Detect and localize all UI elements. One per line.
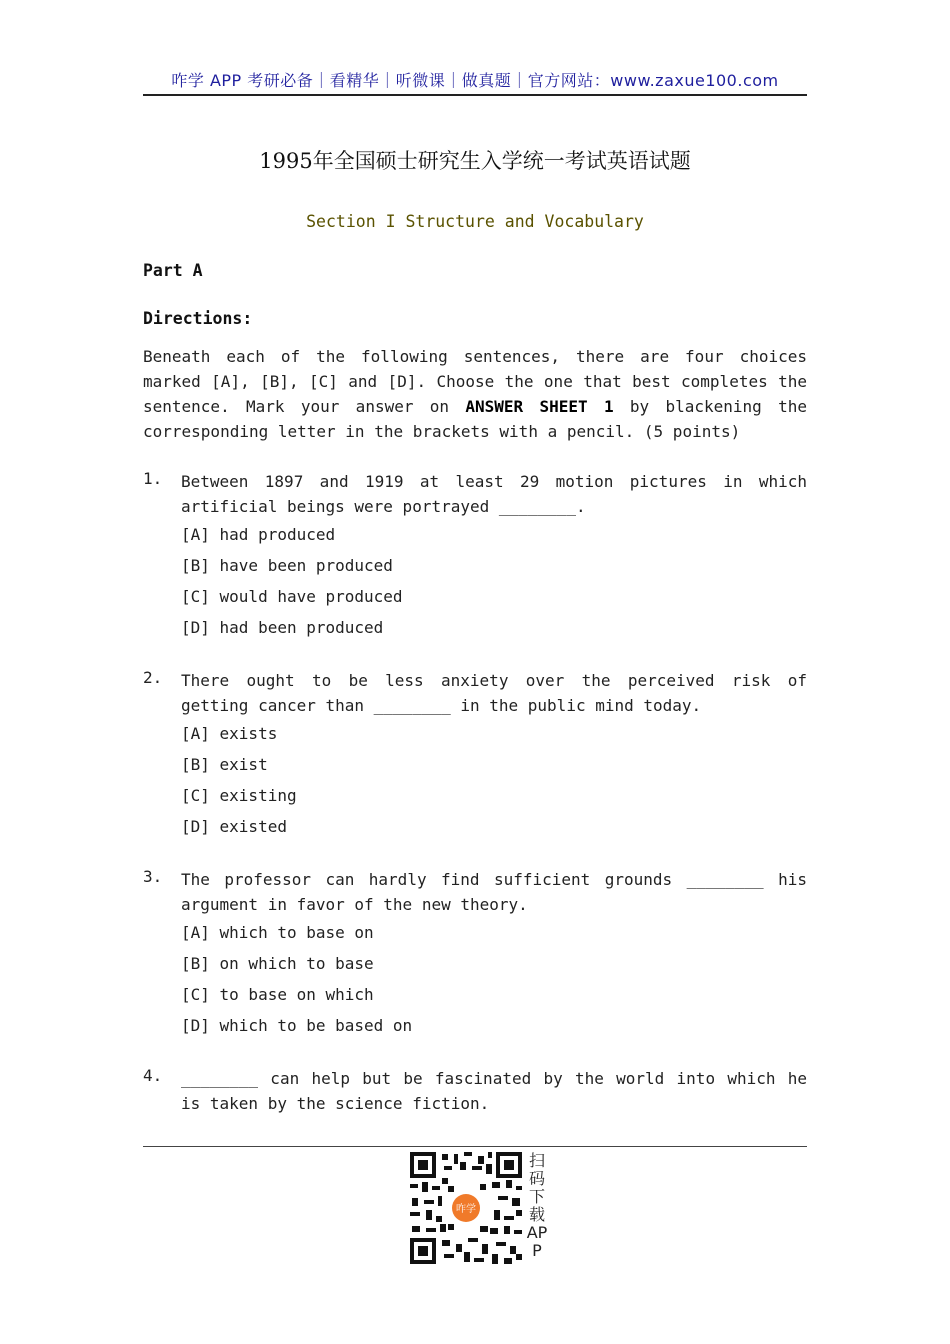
option-c: [C] to base on which: [181, 985, 374, 1004]
header-divider: [143, 94, 807, 96]
site-header: 咋学 APP 考研必备｜看精华｜听微课｜做真题｜官方网站：www.zaxue100.com: [171, 71, 779, 90]
option-c: [C] existing: [181, 786, 297, 805]
question-1: [143, 469, 807, 643]
directions-text-after: by blackening the corresponding letter in the brackets with a pencil. (5 points): [143, 397, 808, 441]
question-number: 1.: [143, 469, 163, 488]
option-b: [B] exist: [181, 755, 268, 774]
footer-divider: [143, 1146, 807, 1147]
option-d: [D] existed: [181, 817, 287, 836]
page-title: 1995年全国硕士研究生入学统一考试英语试题: [259, 149, 691, 173]
question-number: 3.: [143, 867, 163, 886]
option-a: [A] exists: [181, 724, 278, 743]
option-d: [D] which to be based on: [181, 1016, 413, 1035]
question-stem: Between 1897 and 1919 at least 29 motion pictures in which artificial beings were portrayed ________.: [181, 472, 807, 516]
question-stem: There ought to be less anxiety over the perceived risk of getting cancer than ________ in the public mind today.: [181, 671, 807, 715]
qr-code-icon: [408, 1150, 524, 1266]
question-number: 2.: [143, 668, 163, 687]
option-a: [A] had produced: [181, 525, 336, 544]
option-d: [D] had been produced: [181, 618, 384, 637]
directions-label: Directions:: [143, 309, 253, 328]
option-b: [B] have been produced: [181, 556, 393, 575]
section-heading: Section I Structure and Vocabulary: [306, 212, 644, 231]
question-3: [143, 867, 807, 1041]
question-2: [143, 668, 807, 842]
question-stem: ________ can help but be fascinated by the world into which he is taken by the science fiction.: [181, 1069, 807, 1113]
directions-text: [143, 344, 807, 444]
question-number: 4.: [143, 1066, 163, 1085]
question-4: [143, 1066, 807, 1116]
option-a: [A] which to base on: [181, 923, 374, 942]
option-b: [B] on which to base: [181, 954, 374, 973]
qr-caption: 扫码下载APP: [526, 1151, 548, 1260]
option-c: [C] would have produced: [181, 587, 403, 606]
part-label: Part A: [143, 261, 203, 280]
qr-badge-text: 咋学: [456, 1204, 476, 1215]
question-stem: The professor can hardly find sufficient grounds ________ his argument in favor of the new theory.: [181, 870, 807, 914]
directions-text-before: Beneath each of the following sentences, there are four choices marked [A], [B], [C] and [D]. Choose the one that best completes the sentence. Mark your answer on: [143, 347, 807, 416]
answer-sheet-emphasis: ANSWER SHEET 1: [465, 397, 614, 416]
